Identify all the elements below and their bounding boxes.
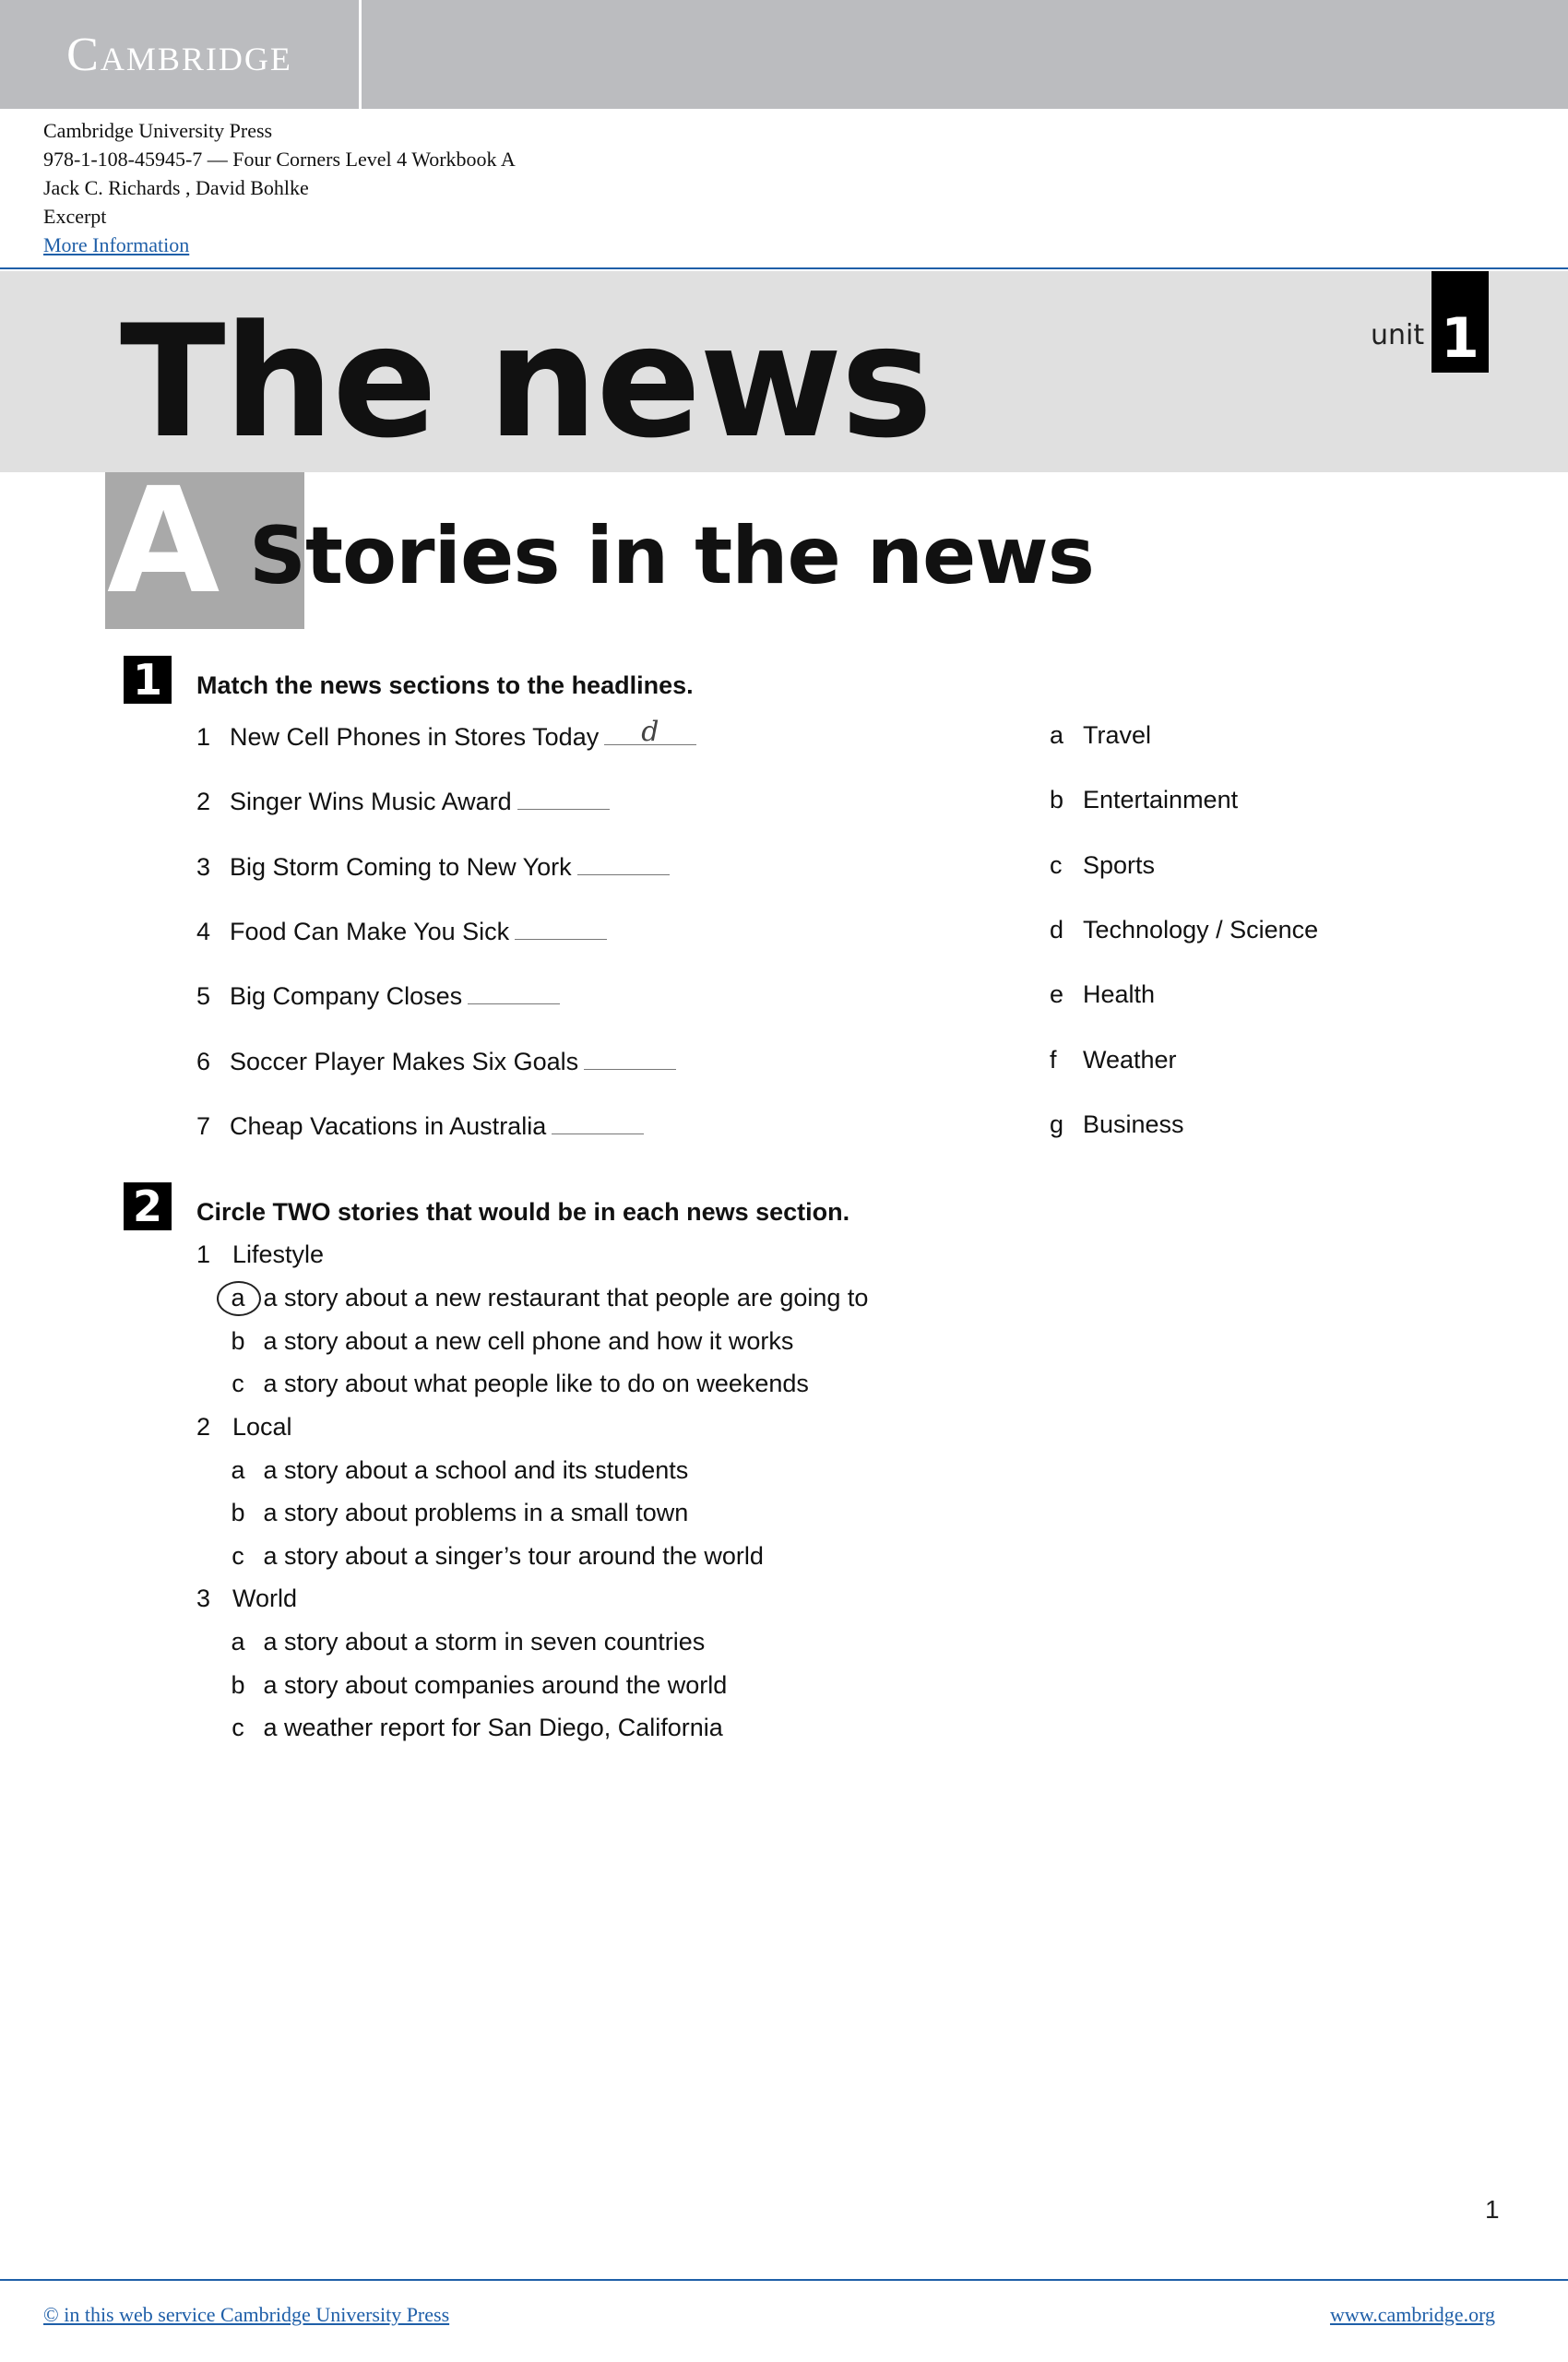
section-text: Sports xyxy=(1083,851,1156,879)
unit-number: 1 xyxy=(1431,271,1489,373)
option-text: a story about a singer’s tour around the world xyxy=(263,1542,764,1570)
story-option[interactable] xyxy=(220,1284,868,1312)
exercise-2-instruction: Circle TWO stories that would be in each news section. xyxy=(196,1198,850,1226)
exercise-1-instruction: Match the news sections to the headlines. xyxy=(196,671,694,699)
option-text: a story about a new restaurant that people are going to xyxy=(263,1284,869,1312)
authors: Jack C. Richards , David Bohlke xyxy=(43,176,309,199)
headline-number: 6 xyxy=(196,1048,211,1075)
headline-row xyxy=(196,786,610,816)
footer-divider xyxy=(0,2279,1568,2281)
section-item xyxy=(1050,916,1318,944)
option-text: a story about companies around the world xyxy=(263,1671,728,1699)
section-letter: e xyxy=(1050,980,1064,1008)
headline-row xyxy=(196,851,670,882)
handwritten-answer: d xyxy=(641,716,659,748)
headline-number: 5 xyxy=(196,982,211,1010)
option-letter[interactable]: a xyxy=(231,1628,245,1656)
group-number: 2 xyxy=(196,1413,211,1441)
option-text: a story about what people like to do on weekends xyxy=(263,1370,809,1397)
isbn-title: 978-1-108-45945-7 — Four Corners Level 4 Workbook A xyxy=(43,148,516,171)
section-text: Weather xyxy=(1083,1046,1177,1074)
option-letter[interactable]: c xyxy=(232,1370,244,1397)
section-letter: b xyxy=(1050,786,1064,813)
answer-blank[interactable] xyxy=(577,851,670,875)
answer-blank[interactable] xyxy=(515,916,607,940)
headline-number: 4 xyxy=(196,918,211,945)
group-number: 3 xyxy=(196,1585,211,1612)
headline-text: Soccer Player Makes Six Goals xyxy=(230,1048,579,1075)
group-title: Lifestyle xyxy=(232,1240,325,1268)
story-option[interactable] xyxy=(220,1628,705,1656)
answer-blank[interactable] xyxy=(552,1110,644,1134)
story-option[interactable] xyxy=(220,1714,723,1742)
group-title: Local xyxy=(232,1413,292,1441)
story-option[interactable] xyxy=(220,1499,688,1527)
lesson-title: Stories in the news xyxy=(249,510,1094,602)
website-link[interactable]: www.cambridge.org xyxy=(1329,2303,1495,2326)
section-text: Health xyxy=(1083,980,1156,1008)
headline-number: 1 xyxy=(196,723,211,751)
story-option[interactable] xyxy=(220,1370,809,1398)
headline-text: Food Can Make You Sick xyxy=(230,918,510,945)
more-information-link[interactable]: More Information xyxy=(43,233,190,256)
story-option[interactable] xyxy=(220,1327,793,1356)
section-letter: c xyxy=(1050,851,1063,879)
headline-row xyxy=(196,1110,644,1141)
section-text: Travel xyxy=(1083,721,1152,749)
group-heading xyxy=(196,1240,324,1269)
option-letter[interactable]: a xyxy=(231,1456,245,1484)
excerpt-label: Excerpt xyxy=(43,205,107,228)
publisher: Cambridge University Press xyxy=(43,119,273,142)
story-option[interactable] xyxy=(220,1456,688,1485)
section-letter: a xyxy=(1050,721,1064,749)
section-item xyxy=(1050,721,1151,750)
unit-label: unit xyxy=(1371,319,1425,351)
option-text: a weather report for San Diego, California xyxy=(263,1714,723,1741)
lesson-letter: A xyxy=(105,472,304,629)
unit-title: The news xyxy=(120,291,932,472)
headline-number: 2 xyxy=(196,788,211,815)
exercise-1-number: 1 xyxy=(124,656,172,704)
story-option[interactable] xyxy=(220,1671,727,1700)
headline-text: Big Company Closes xyxy=(230,982,463,1010)
header-divider xyxy=(0,267,1568,269)
answer-blank[interactable] xyxy=(584,1046,676,1070)
option-text: a story about a school and its students xyxy=(263,1456,689,1484)
exercise-2-number: 2 xyxy=(124,1182,172,1230)
logo-box xyxy=(0,0,362,109)
option-text: a story about a new cell phone and how it works xyxy=(263,1327,794,1355)
header-bar xyxy=(0,0,1568,109)
answer-blank[interactable] xyxy=(468,980,560,1004)
section-text: Technology / Science xyxy=(1083,916,1319,944)
option-text: a story about a storm in seven countries xyxy=(263,1628,706,1656)
section-item xyxy=(1050,1110,1184,1139)
section-item xyxy=(1050,1046,1177,1074)
option-letter[interactable]: b xyxy=(231,1499,245,1526)
headline-text: Cheap Vacations in Australia xyxy=(230,1112,547,1140)
option-letter[interactable]: c xyxy=(232,1542,244,1570)
headline-row xyxy=(196,980,560,1011)
group-heading xyxy=(196,1585,297,1613)
group-heading xyxy=(196,1413,292,1442)
document-meta xyxy=(43,116,516,259)
headline-text: Big Storm Coming to New York xyxy=(230,853,572,881)
headline-row xyxy=(196,1046,676,1076)
section-item xyxy=(1050,851,1155,880)
story-option[interactable] xyxy=(220,1542,764,1571)
headline-number: 3 xyxy=(196,853,211,881)
section-text: Entertainment xyxy=(1083,786,1239,813)
section-item xyxy=(1050,786,1238,814)
headline-text: Singer Wins Music Award xyxy=(230,788,512,815)
headline-text: New Cell Phones in Stores Today xyxy=(230,723,600,751)
cambridge-logo[interactable]: Cambridge xyxy=(66,28,292,81)
headline-row xyxy=(196,916,607,946)
copyright-link[interactable]: © in this web service Cambridge University Press xyxy=(43,2303,450,2326)
section-letter: d xyxy=(1050,916,1064,944)
section-letter: g xyxy=(1050,1110,1064,1138)
group-title: World xyxy=(232,1585,298,1612)
answer-blank[interactable] xyxy=(604,716,696,748)
answer-blank[interactable] xyxy=(517,786,610,810)
headline-row xyxy=(196,716,696,752)
option-letter-circled[interactable]: a xyxy=(220,1284,256,1312)
page-number: 1 xyxy=(1485,2195,1500,2224)
group-number: 1 xyxy=(196,1240,211,1268)
headline-number: 7 xyxy=(196,1112,211,1140)
option-letter[interactable]: c xyxy=(232,1714,244,1741)
section-item xyxy=(1050,980,1155,1009)
section-letter: f xyxy=(1050,1046,1057,1074)
option-letter[interactable]: b xyxy=(231,1671,245,1699)
option-text: a story about problems in a small town xyxy=(263,1499,689,1526)
section-text: Business xyxy=(1083,1110,1184,1138)
option-letter[interactable]: b xyxy=(231,1327,245,1355)
